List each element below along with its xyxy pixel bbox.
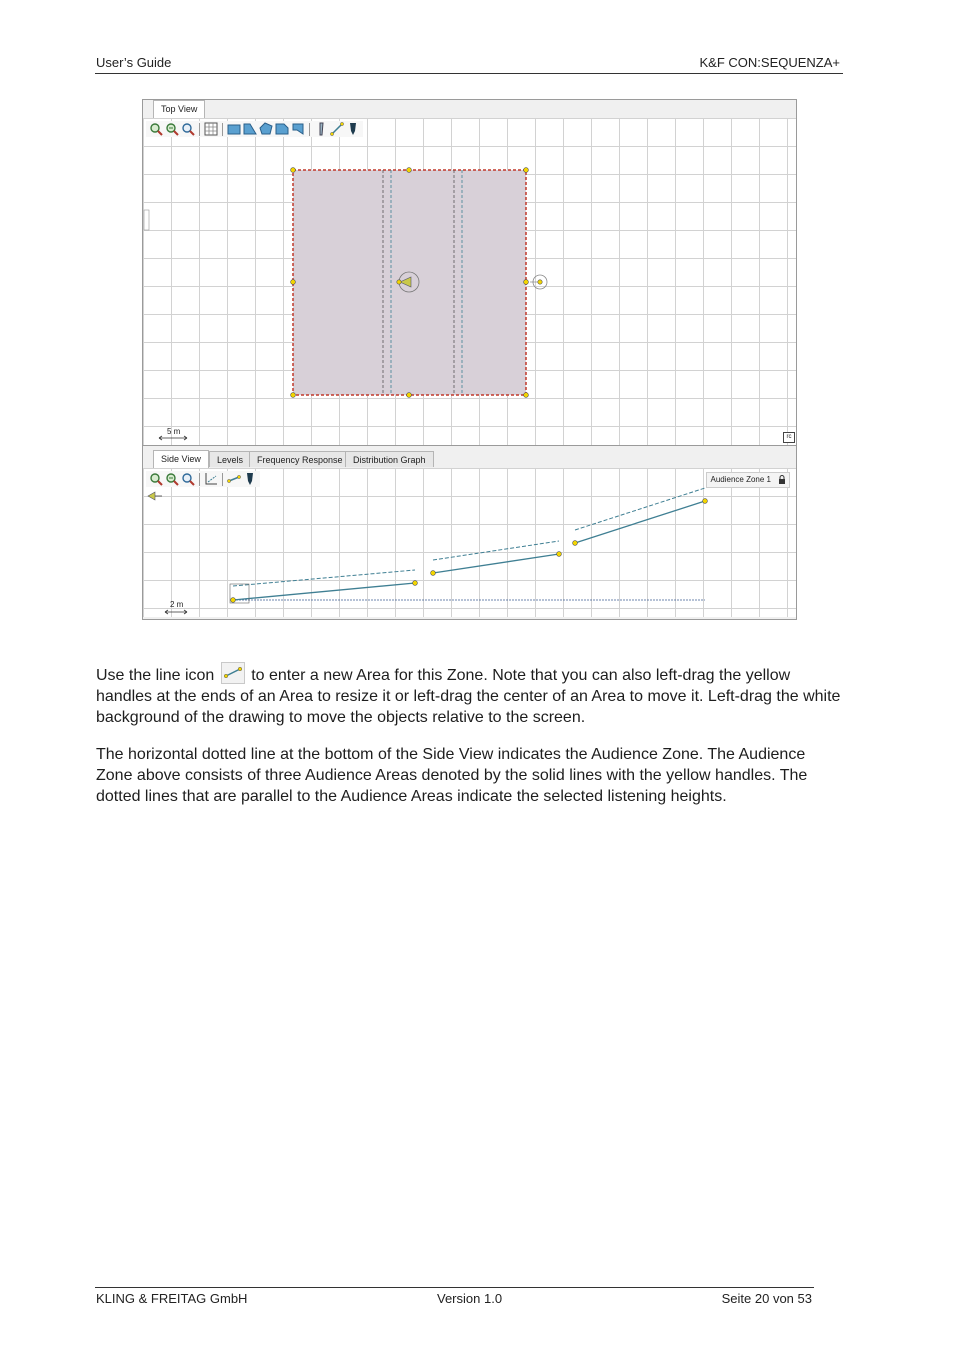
header-rule [95, 73, 843, 74]
footer-page-number: Seite 20 von 53 [721, 1291, 812, 1306]
header-right: K&F CON:SEQUENZA+ [699, 55, 840, 70]
top-view-pane[interactable] [143, 118, 796, 446]
corner-label[interactable]: rc [783, 432, 795, 443]
paragraph-text: to enter a new Area for this Zone. Note that you can also left-drag the yellow handles at the ends of an Area to resize it or left-drag the center of an Area to move it. Left-drag the white background of the drawing to move the objects relative to the screen. [96, 667, 841, 726]
listening-height-line [233, 570, 415, 586]
handle [703, 499, 708, 504]
top-view-drawing [143, 118, 794, 445]
handle [524, 393, 529, 398]
handle [573, 541, 578, 546]
handle [291, 393, 296, 398]
app-screenshot [142, 99, 797, 620]
handle [291, 280, 296, 285]
tab-side-view[interactable]: Side View [153, 450, 209, 468]
handle [291, 168, 296, 173]
handle [413, 581, 418, 586]
listening-height-line [575, 488, 705, 530]
paragraph-line-icon [96, 662, 841, 728]
tab-levels[interactable]: Levels [209, 451, 251, 467]
speaker-arrow [148, 492, 155, 500]
paragraph-audience-zone: The horizontal dotted line at the bottom of the Side View indicates the Audience Zone. The Audience Zone above consists of three Audience Areas denoted by the solid lines with the yellow handles. The dotted lines that are parallel to the Audience Areas indicate the selected listening heights. [96, 746, 808, 805]
handle [231, 598, 236, 603]
handle [557, 552, 562, 557]
side-view-drawing [143, 468, 794, 617]
top-tabstrip [143, 100, 796, 119]
tab-top-view[interactable]: Top View [153, 100, 205, 118]
audience-area-line [575, 501, 705, 543]
audience-area-line [233, 583, 415, 600]
handle [524, 168, 529, 173]
handle [407, 168, 412, 173]
footer-company: KLING & FREITAG GmbH [96, 1291, 248, 1306]
footer-version: Version 1.0 [437, 1291, 503, 1306]
top-scale-label: 5 m [167, 427, 181, 436]
handle [524, 280, 529, 285]
handle [397, 280, 401, 284]
footer-rule [95, 1287, 814, 1288]
handle [538, 280, 542, 284]
handle [431, 571, 436, 576]
side-scale-label: 2 m [170, 600, 184, 609]
bottom-tabstrip [143, 450, 796, 469]
tab-distribution-graph[interactable]: Distribution Graph [345, 451, 434, 467]
zone-selector-label: Audience Zone 1 [710, 475, 771, 484]
handle [407, 393, 412, 398]
side-view-pane[interactable] [143, 468, 796, 617]
header-left: User’s Guide [96, 55, 172, 70]
paragraph-text: Use the line icon [96, 667, 215, 684]
tab-frequency-response[interactable]: Frequency Response [249, 451, 351, 467]
line-tool-icon [221, 662, 245, 684]
